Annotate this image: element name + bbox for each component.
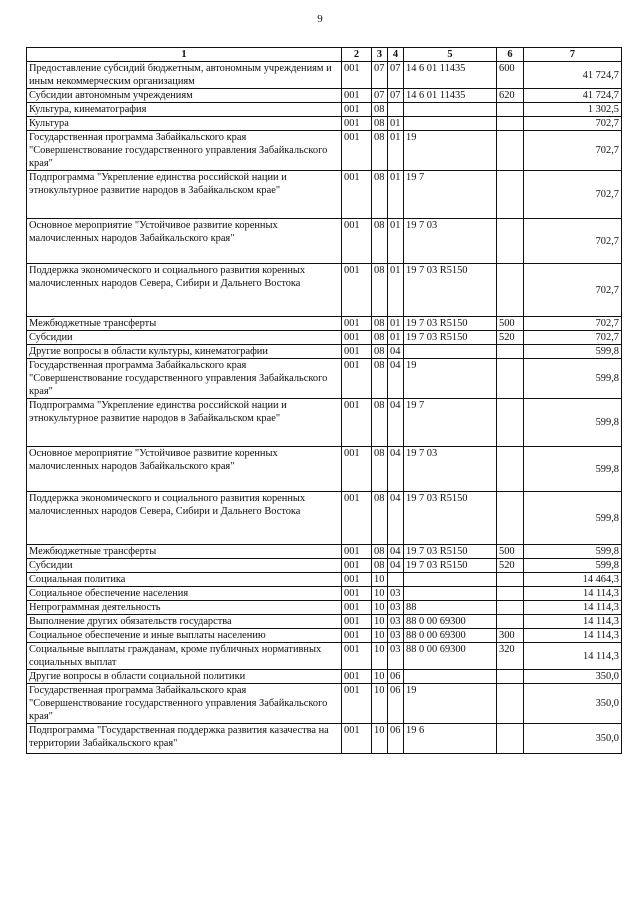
target-article-code: 88 0 00 69300 [404, 629, 497, 643]
table-row [27, 171, 622, 219]
section-code: 08 [372, 359, 388, 399]
ministry-code: 001 [342, 399, 372, 447]
target-article-code: 19 7 03 [404, 447, 497, 492]
target-article-code: 19 7 [404, 171, 497, 219]
amount: 702,7 [524, 117, 622, 131]
section-code: 08 [372, 219, 388, 264]
subsection-code: 01 [388, 117, 404, 131]
ministry-code: 001 [342, 724, 372, 754]
section-code: 08 [372, 264, 388, 317]
subsection-code: 06 [388, 724, 404, 754]
target-article-code: 19 [404, 684, 497, 724]
amount: 702,7 [524, 317, 622, 331]
table-row [27, 447, 622, 492]
row-name: Подпрограмма "Государственная поддержка развития казачества на территории Забайкальского края" [27, 724, 342, 754]
table-row [27, 492, 622, 545]
row-name: Государственная программа Забайкальского края "Совершенствование государственного управления Забайкальского края" [27, 131, 342, 171]
ministry-code: 001 [342, 684, 372, 724]
expense-type-code [497, 447, 524, 492]
amount: 599,8 [524, 559, 622, 573]
table-row [27, 601, 622, 615]
expense-type-code: 500 [497, 545, 524, 559]
header-row [27, 48, 622, 62]
target-article-code [404, 573, 497, 587]
subsection-code: 03 [388, 615, 404, 629]
amount: 41 724,7 [524, 89, 622, 103]
expense-type-code: 500 [497, 317, 524, 331]
budget-table [26, 47, 622, 754]
table-row [27, 359, 622, 399]
target-article-code: 19 7 [404, 399, 497, 447]
ministry-code: 001 [342, 103, 372, 117]
target-article-code [404, 670, 497, 684]
table-row [27, 684, 622, 724]
table-row [27, 629, 622, 643]
section-code: 08 [372, 117, 388, 131]
row-name: Государственная программа Забайкальского края "Совершенствование государственного управления Забайкальского края" [27, 359, 342, 399]
amount: 350,0 [524, 670, 622, 684]
subsection-code [388, 103, 404, 117]
target-article-code: 14 6 01 11435 [404, 62, 497, 89]
amount: 702,7 [524, 171, 622, 219]
row-name: Межбюджетные трансферты [27, 545, 342, 559]
section-code: 08 [372, 447, 388, 492]
ministry-code: 001 [342, 345, 372, 359]
amount: 14 114,3 [524, 643, 622, 670]
subsection-code: 03 [388, 587, 404, 601]
target-article-code: 88 0 00 69300 [404, 615, 497, 629]
target-article-code: 19 6 [404, 724, 497, 754]
expense-type-code [497, 219, 524, 264]
section-code: 10 [372, 629, 388, 643]
table-row [27, 615, 622, 629]
amount: 350,0 [524, 684, 622, 724]
amount: 41 724,7 [524, 62, 622, 89]
ministry-code: 001 [342, 559, 372, 573]
expense-type-code [497, 670, 524, 684]
subsection-code: 01 [388, 171, 404, 219]
section-code: 08 [372, 545, 388, 559]
row-name: Социальная политика [27, 573, 342, 587]
amount: 14 114,3 [524, 601, 622, 615]
row-name: Основное мероприятие "Устойчивое развитие коренных малочисленных народов Забайкальского края" [27, 219, 342, 264]
subsection-code: 07 [388, 89, 404, 103]
ministry-code: 001 [342, 219, 372, 264]
section-code: 07 [372, 89, 388, 103]
subsection-code: 04 [388, 345, 404, 359]
section-code: 10 [372, 670, 388, 684]
amount: 702,7 [524, 331, 622, 345]
row-name: Государственная программа Забайкальского края "Совершенствование государственного управления Забайкальского края" [27, 684, 342, 724]
amount: 350,0 [524, 724, 622, 754]
expense-type-code [497, 684, 524, 724]
table-row [27, 264, 622, 317]
ministry-code: 001 [342, 545, 372, 559]
expense-type-code [497, 587, 524, 601]
row-name: Культура, кинематография [27, 103, 342, 117]
column-header: 5 [404, 48, 497, 62]
ministry-code: 001 [342, 629, 372, 643]
row-name: Подпрограмма "Укрепление единства российской нации и этнокультурное развитие народов в Забайкальском крае" [27, 171, 342, 219]
section-code: 08 [372, 492, 388, 545]
ministry-code: 001 [342, 117, 372, 131]
row-name: Межбюджетные трансферты [27, 317, 342, 331]
subsection-code: 01 [388, 317, 404, 331]
target-article-code [404, 345, 497, 359]
ministry-code: 001 [342, 317, 372, 331]
table-row [27, 131, 622, 171]
amount: 1 302,5 [524, 103, 622, 117]
table-row [27, 724, 622, 754]
subsection-code: 06 [388, 670, 404, 684]
subsection-code: 04 [388, 559, 404, 573]
subsection-code: 03 [388, 629, 404, 643]
target-article-code: 88 0 00 69300 [404, 643, 497, 670]
amount: 599,8 [524, 359, 622, 399]
row-name: Субсидии [27, 559, 342, 573]
expense-type-code: 300 [497, 629, 524, 643]
subsection-code: 01 [388, 131, 404, 171]
row-name: Поддержка экономического и социального развития коренных малочисленных народов Севера, Сибири и Дальнего Востока [27, 264, 342, 317]
ministry-code: 001 [342, 601, 372, 615]
table-row [27, 345, 622, 359]
target-article-code: 19 7 03 R5150 [404, 264, 497, 317]
ministry-code: 001 [342, 171, 372, 219]
row-name: Другие вопросы в области культуры, кинематографии [27, 345, 342, 359]
row-name: Поддержка экономического и социального развития коренных малочисленных народов Севера, Сибири и Дальнего Востока [27, 492, 342, 545]
section-code: 08 [372, 345, 388, 359]
expense-type-code [497, 345, 524, 359]
subsection-code: 07 [388, 62, 404, 89]
section-code: 08 [372, 399, 388, 447]
expense-type-code [497, 615, 524, 629]
row-name: Предоставление субсидий бюджетным, автономным учреждениям и иным некоммерческим организациям [27, 62, 342, 89]
amount: 599,8 [524, 399, 622, 447]
row-name: Социальное обеспечение населения [27, 587, 342, 601]
expense-type-code [497, 399, 524, 447]
amount: 702,7 [524, 219, 622, 264]
target-article-code: 19 7 03 R5150 [404, 545, 497, 559]
table-row [27, 399, 622, 447]
ministry-code: 001 [342, 447, 372, 492]
section-code: 08 [372, 559, 388, 573]
subsection-code: 04 [388, 545, 404, 559]
target-article-code: 14 6 01 11435 [404, 89, 497, 103]
ministry-code: 001 [342, 89, 372, 103]
amount: 14 114,3 [524, 615, 622, 629]
page-number: 9 [317, 13, 323, 25]
subsection-code: 04 [388, 399, 404, 447]
section-code: 08 [372, 317, 388, 331]
ministry-code: 001 [342, 643, 372, 670]
target-article-code: 19 [404, 359, 497, 399]
ministry-code: 001 [342, 587, 372, 601]
expense-type-code [497, 601, 524, 615]
table-row [27, 559, 622, 573]
expense-type-code [497, 103, 524, 117]
table-row [27, 117, 622, 131]
table-row [27, 545, 622, 559]
target-article-code: 19 7 03 R5150 [404, 331, 497, 345]
expense-type-code [497, 573, 524, 587]
subsection-code: 03 [388, 601, 404, 615]
column-header: 2 [342, 48, 372, 62]
row-name: Основное мероприятие "Устойчивое развитие коренных малочисленных народов Забайкальского края" [27, 447, 342, 492]
subsection-code: 04 [388, 492, 404, 545]
table-row [27, 670, 622, 684]
column-header: 7 [524, 48, 622, 62]
table-row [27, 573, 622, 587]
expense-type-code [497, 359, 524, 399]
amount: 14 114,3 [524, 629, 622, 643]
expense-type-code: 320 [497, 643, 524, 670]
expense-type-code [497, 171, 524, 219]
table-row [27, 103, 622, 117]
ministry-code: 001 [342, 331, 372, 345]
target-article-code: 19 7 03 [404, 219, 497, 264]
amount: 14 464,3 [524, 573, 622, 587]
amount: 599,8 [524, 447, 622, 492]
ministry-code: 001 [342, 670, 372, 684]
column-header: 3 [372, 48, 388, 62]
row-name: Культура [27, 117, 342, 131]
section-code: 10 [372, 724, 388, 754]
table-row [27, 587, 622, 601]
table-row [27, 219, 622, 264]
amount: 702,7 [524, 264, 622, 317]
subsection-code: 06 [388, 684, 404, 724]
subsection-code: 01 [388, 264, 404, 317]
ministry-code: 001 [342, 492, 372, 545]
column-header: 4 [388, 48, 404, 62]
target-article-code: 88 [404, 601, 497, 615]
table-row [27, 62, 622, 89]
target-article-code: 19 7 03 R5150 [404, 317, 497, 331]
amount: 599,8 [524, 545, 622, 559]
target-article-code: 19 [404, 131, 497, 171]
amount: 14 114,3 [524, 587, 622, 601]
expense-type-code [497, 264, 524, 317]
section-code: 10 [372, 573, 388, 587]
expense-type-code: 600 [497, 62, 524, 89]
subsection-code [388, 573, 404, 587]
subsection-code: 04 [388, 447, 404, 492]
ministry-code: 001 [342, 573, 372, 587]
ministry-code: 001 [342, 62, 372, 89]
row-name: Выполнение других обязательств государства [27, 615, 342, 629]
section-code: 08 [372, 171, 388, 219]
target-article-code: 19 7 03 R5150 [404, 559, 497, 573]
section-code: 10 [372, 587, 388, 601]
expense-type-code: 520 [497, 559, 524, 573]
subsection-code: 01 [388, 331, 404, 345]
amount: 702,7 [524, 131, 622, 171]
expense-type-code: 620 [497, 89, 524, 103]
expense-type-code [497, 131, 524, 171]
section-code: 10 [372, 684, 388, 724]
section-code: 08 [372, 331, 388, 345]
amount: 599,8 [524, 492, 622, 545]
table-row [27, 643, 622, 670]
row-name: Субсидии [27, 331, 342, 345]
row-name: Непрограммная деятельность [27, 601, 342, 615]
ministry-code: 001 [342, 264, 372, 317]
row-name: Социальные выплаты гражданам, кроме публичных нормативных социальных выплат [27, 643, 342, 670]
section-code: 08 [372, 131, 388, 171]
target-article-code [404, 103, 497, 117]
row-name: Другие вопросы в области социальной политики [27, 670, 342, 684]
ministry-code: 001 [342, 359, 372, 399]
section-code: 08 [372, 103, 388, 117]
row-name: Социальное обеспечение и иные выплаты населению [27, 629, 342, 643]
row-name: Подпрограмма "Укрепление единства российской нации и этнокультурное развитие народов в Забайкальском крае" [27, 399, 342, 447]
table-row [27, 317, 622, 331]
target-article-code: 19 7 03 R5150 [404, 492, 497, 545]
table-row [27, 331, 622, 345]
ministry-code: 001 [342, 131, 372, 171]
section-code: 10 [372, 643, 388, 670]
subsection-code: 01 [388, 219, 404, 264]
expense-type-code: 520 [497, 331, 524, 345]
subsection-code: 04 [388, 359, 404, 399]
target-article-code [404, 117, 497, 131]
amount: 599,8 [524, 345, 622, 359]
section-code: 10 [372, 615, 388, 629]
ministry-code: 001 [342, 615, 372, 629]
column-header: 1 [27, 48, 342, 62]
subsection-code: 03 [388, 643, 404, 670]
section-code: 07 [372, 62, 388, 89]
expense-type-code [497, 724, 524, 754]
column-header: 6 [497, 48, 524, 62]
row-name: Субсидии автономным учреждениям [27, 89, 342, 103]
expense-type-code [497, 492, 524, 545]
section-code: 10 [372, 601, 388, 615]
table-row [27, 89, 622, 103]
expense-type-code [497, 117, 524, 131]
target-article-code [404, 587, 497, 601]
